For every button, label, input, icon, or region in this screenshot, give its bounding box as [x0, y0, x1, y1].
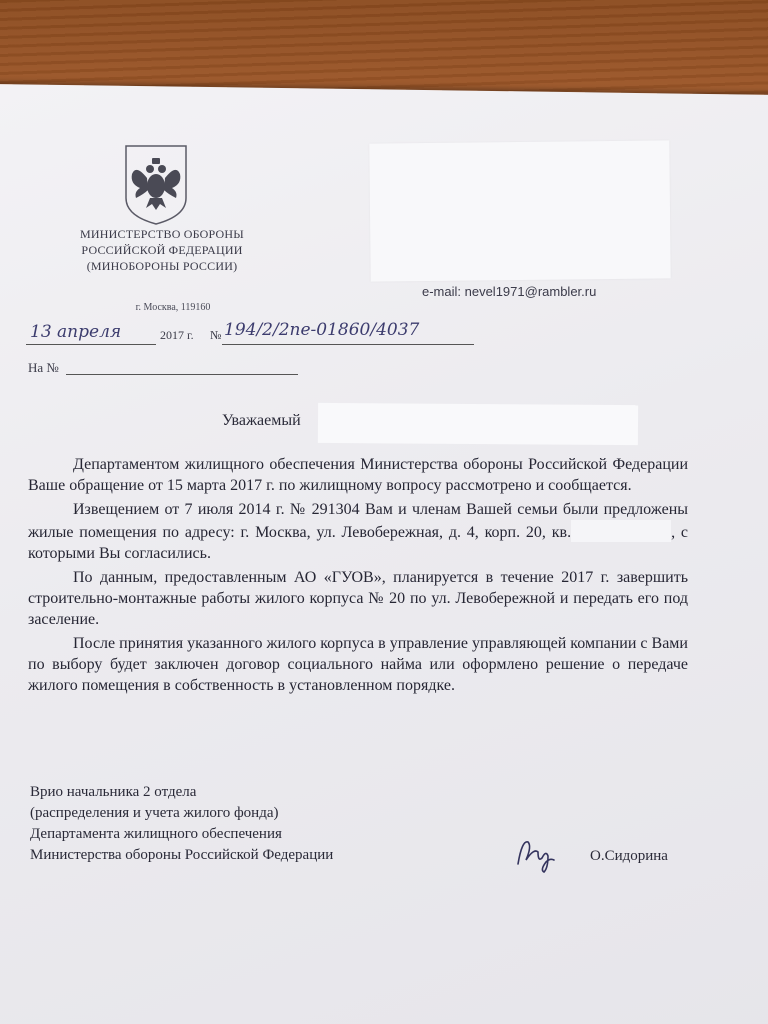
handwritten-signature: [512, 830, 558, 874]
reference-underline: [66, 374, 298, 375]
redacted-recipient-name: [318, 403, 638, 445]
paragraph-1: Департаментом жилищного обеспечения Министерства обороны Российской Федерации Ваше обращение от 15 марта 2017 г. по жилищному вопросу рассмотрено и сообщается.: [28, 456, 688, 494]
number-underline: [222, 344, 474, 345]
signatory-line-1: Врио начальника 2 отдела: [30, 784, 197, 800]
greeting: Уважаемый: [222, 412, 301, 429]
printed-year: 2017 г.: [160, 328, 194, 342]
handwritten-date: 13 апреля: [30, 322, 122, 342]
signatory-line-4: Министерства обороны Российской Федерации: [30, 847, 334, 863]
paragraph-4: После принятия указанного жилого корпуса в управление управляющей компании с Вами по выбору будет заключен договор социального найма или оформлено решение о передаче жилого помещения в собственность в установленном порядке.: [28, 635, 688, 694]
signatory-title: [30, 782, 450, 866]
outgoing-date-number-line: [26, 322, 486, 348]
ministry-line-3: (МИНОБОРОНЫ РОССИИ): [86, 259, 238, 273]
ministry-line-2: РОССИЙСКОЙ ФЕДЕРАЦИИ: [81, 243, 243, 257]
double-headed-eagle-emblem-icon: [122, 142, 190, 226]
letter-body: [28, 454, 688, 699]
date-underline: [26, 344, 156, 345]
signatory-line-2: (распределения и учета жилого фонда): [30, 805, 279, 821]
handwritten-reg-number: 194/2/2пе-01860/4037: [224, 320, 420, 340]
signatory-name: О.Сидорина: [590, 848, 668, 864]
redacted-apartment-number: [571, 520, 671, 542]
signatory-line-3: Департамента жилищного обеспечения: [30, 826, 282, 842]
reference-label: На №: [28, 360, 59, 375]
number-sign: №: [210, 328, 222, 342]
paragraph-2: [28, 499, 688, 564]
ministry-line-1: МИНИСТЕРСТВО ОБОРОНЫ: [80, 227, 244, 241]
ministry-name: [56, 226, 268, 274]
paragraph-3: По данным, предоставленным АО «ГУОВ», планируется в течение 2017 г. завершить строительно-монтажные работы жилого корпуса № 20 по ул. Левобережной и передать его под заселение.: [28, 569, 688, 628]
paragraph-2-text: Извещением от 7 июля 2014 г. № 291304 Вам и членам Вашей семьи были предложены жилые помещения по адресу: г. Москва, ул. Левобережная, д. 4, корп. 20, кв.: [28, 501, 688, 541]
paragraph-2-tail: , с которыми Вы согласились.: [28, 524, 688, 562]
redacted-recipient-address: [369, 140, 670, 281]
city-postcode: г. Москва, 119160: [135, 302, 211, 313]
recipient-email: e-mail: nevel1971@rambler.ru: [422, 284, 597, 299]
